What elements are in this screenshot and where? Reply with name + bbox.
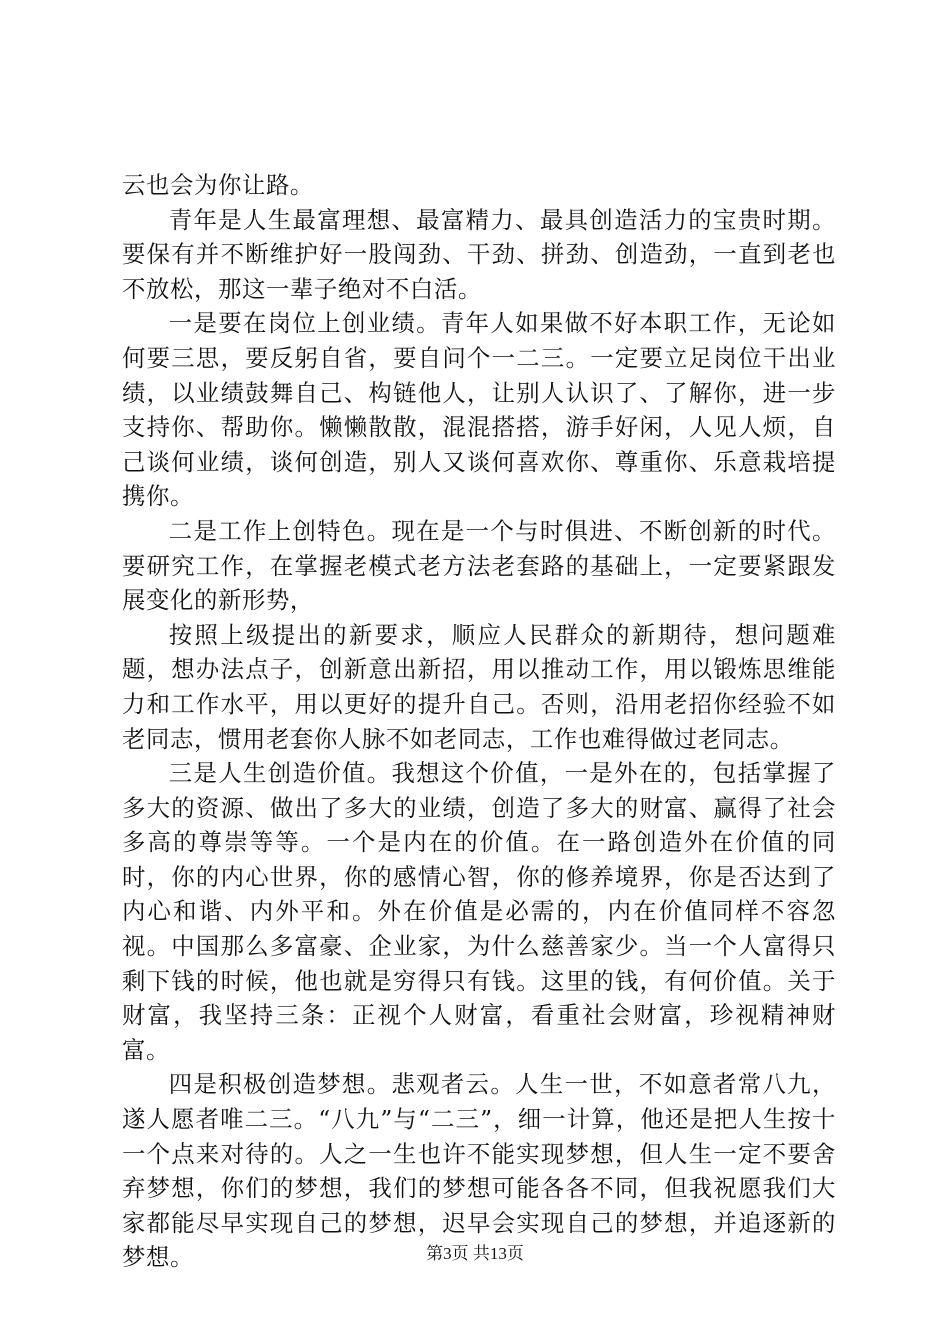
paragraph-6: 三是人生创造价值。我想这个价值，一是外在的，包括掌握了多大的资源、做出了多大的业绩，创造了多大的财富、赢得了社会多高的尊崇等等。一个是内在的价值。在一路创造外在价值的同时，你的内心世界，你的感情心智，你的修养境界，你是否达到了内心和谐、内外平和。外在价值是必需的，内在价值同样不容忽视。中国那么多富豪、企业家，为什么慈善家少。当一个人富得只剩下钱的时候，他也就是穷得只有钱。这里的钱，有何价值。关于财富，我坚持三条：正视个人财富，看重社会财富，珍视精神财富。 xyxy=(122,759,836,1064)
paragraph-1: 云也会为你让路。 xyxy=(122,171,314,199)
paragraph-3: 一是要在岗位上创业绩。青年人如果做不好本职工作，无论如何要三思，要反躬自省，要自问个一二三。一定要立足岗位干出业绩，以业绩鼓舞自己、构链他人，让别人认识了、了解你，进一步支持你、帮助你。懒懒散散，混混搭搭，游手好闲，人见人烦，自己谈何业绩，谈何创造，别人又谈何喜欢你、尊重你、乐意栽培提携你。 xyxy=(122,309,836,511)
document-body xyxy=(122,168,836,1275)
page-number-label: 第3页 共13页 xyxy=(426,1244,524,1263)
paragraph-4: 二是工作上创特色。现在是一个与时俱进、不断创新的时代。要研究工作，在掌握老模式老方法老套路的基础上，一定要紧跟发展变化的新形势， xyxy=(122,516,836,615)
paragraph-2: 青年是人生最富理想、最富精力、最具创造活力的宝贵时期。要保有并不断维护好一股闯劲、干劲、拼劲、创造劲，一直到老也不放松，那这一辈子绝对不白活。 xyxy=(122,205,836,303)
paragraph-5: 按照上级提出的新要求，顺应人民群众的新期待，想问题难题，想办法点子，创新意出新招，用以推动工作，用以锻炼思维能力和工作水平，用以更好的提升自己。否则，沿用老招你经验不如老同志，惯用老套你人脉不如老同志，工作也难得做过老同志。 xyxy=(122,620,836,753)
page-footer xyxy=(0,1243,950,1265)
paragraph-7: 四是积极创造梦想。悲观者云。人生一世，不如意者常八九，遂人愿者唯二三。“八九”与“二三”，细一计算，他还是把人生按十一个点来对待的。人之一生也许不能实现梦想，但人生一定不要舍弃梦想，你们的梦想，我们的梦想可能各各不同，但我祝愿我们大家都能尽早实现自己的梦想，迟早会实现自己的梦想，并追逐新的梦想。 xyxy=(122,1070,836,1272)
